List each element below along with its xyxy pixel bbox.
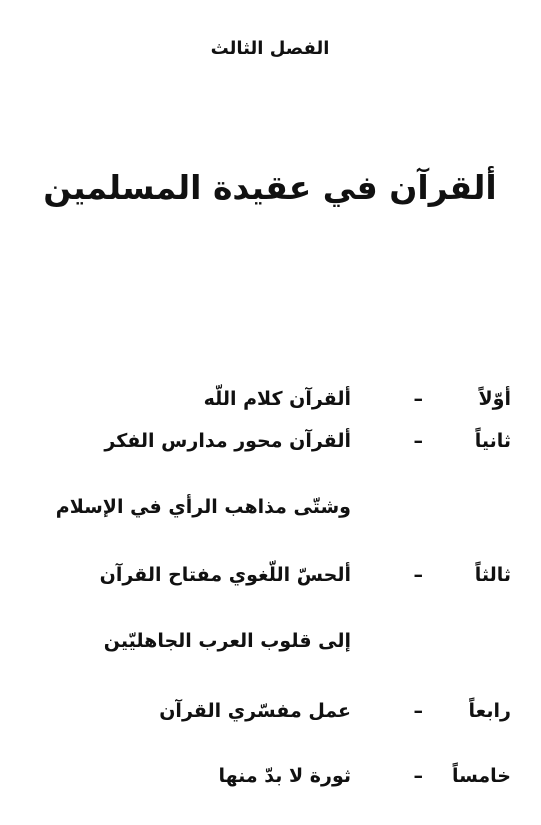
toc-dash-1: –	[413, 388, 423, 410]
toc-text-5: ثورة لا بدّ منها	[218, 765, 351, 787]
toc-dash-4: –	[413, 700, 423, 722]
toc-item-2-continuation	[0, 496, 541, 530]
toc-number-3: ثالثاً	[474, 564, 511, 586]
toc-text-3: ألحسّ اللّغوي مفتاح القرآن	[99, 564, 351, 586]
toc-number-4: رابعاً	[468, 700, 511, 722]
toc-number-2: ثانياً	[474, 430, 511, 452]
toc-text-2-line-2: وشتّى مذاهب الرأي في الإسلام	[55, 496, 351, 518]
chapter-label: الفصل الثالث	[210, 38, 330, 59]
toc-number-1: أوّلاً	[478, 388, 511, 410]
toc-item-3	[0, 564, 541, 598]
toc-item-3-continuation	[0, 630, 541, 664]
toc-dash-3: –	[413, 564, 423, 586]
toc-dash-5: –	[413, 765, 423, 787]
toc-item-5	[0, 765, 541, 799]
toc-text-3-line-2: إلى قلوب العرب الجاهليّين	[103, 630, 351, 652]
toc-dash-2: –	[413, 430, 423, 452]
chapter-title: ألقرآن في عقيدة المسلمين	[43, 168, 497, 207]
toc-number-5: خامساً	[451, 765, 511, 787]
toc-item-1	[0, 388, 541, 422]
toc-item-4	[0, 700, 541, 734]
toc-text-4: عمل مفسّري القرآن	[159, 700, 351, 722]
toc-text-1: ألقرآن كلام اللّه	[203, 388, 351, 410]
toc-text-2: ألقرآن محور مدارس الفكر	[104, 430, 351, 452]
toc-item-2	[0, 430, 541, 464]
